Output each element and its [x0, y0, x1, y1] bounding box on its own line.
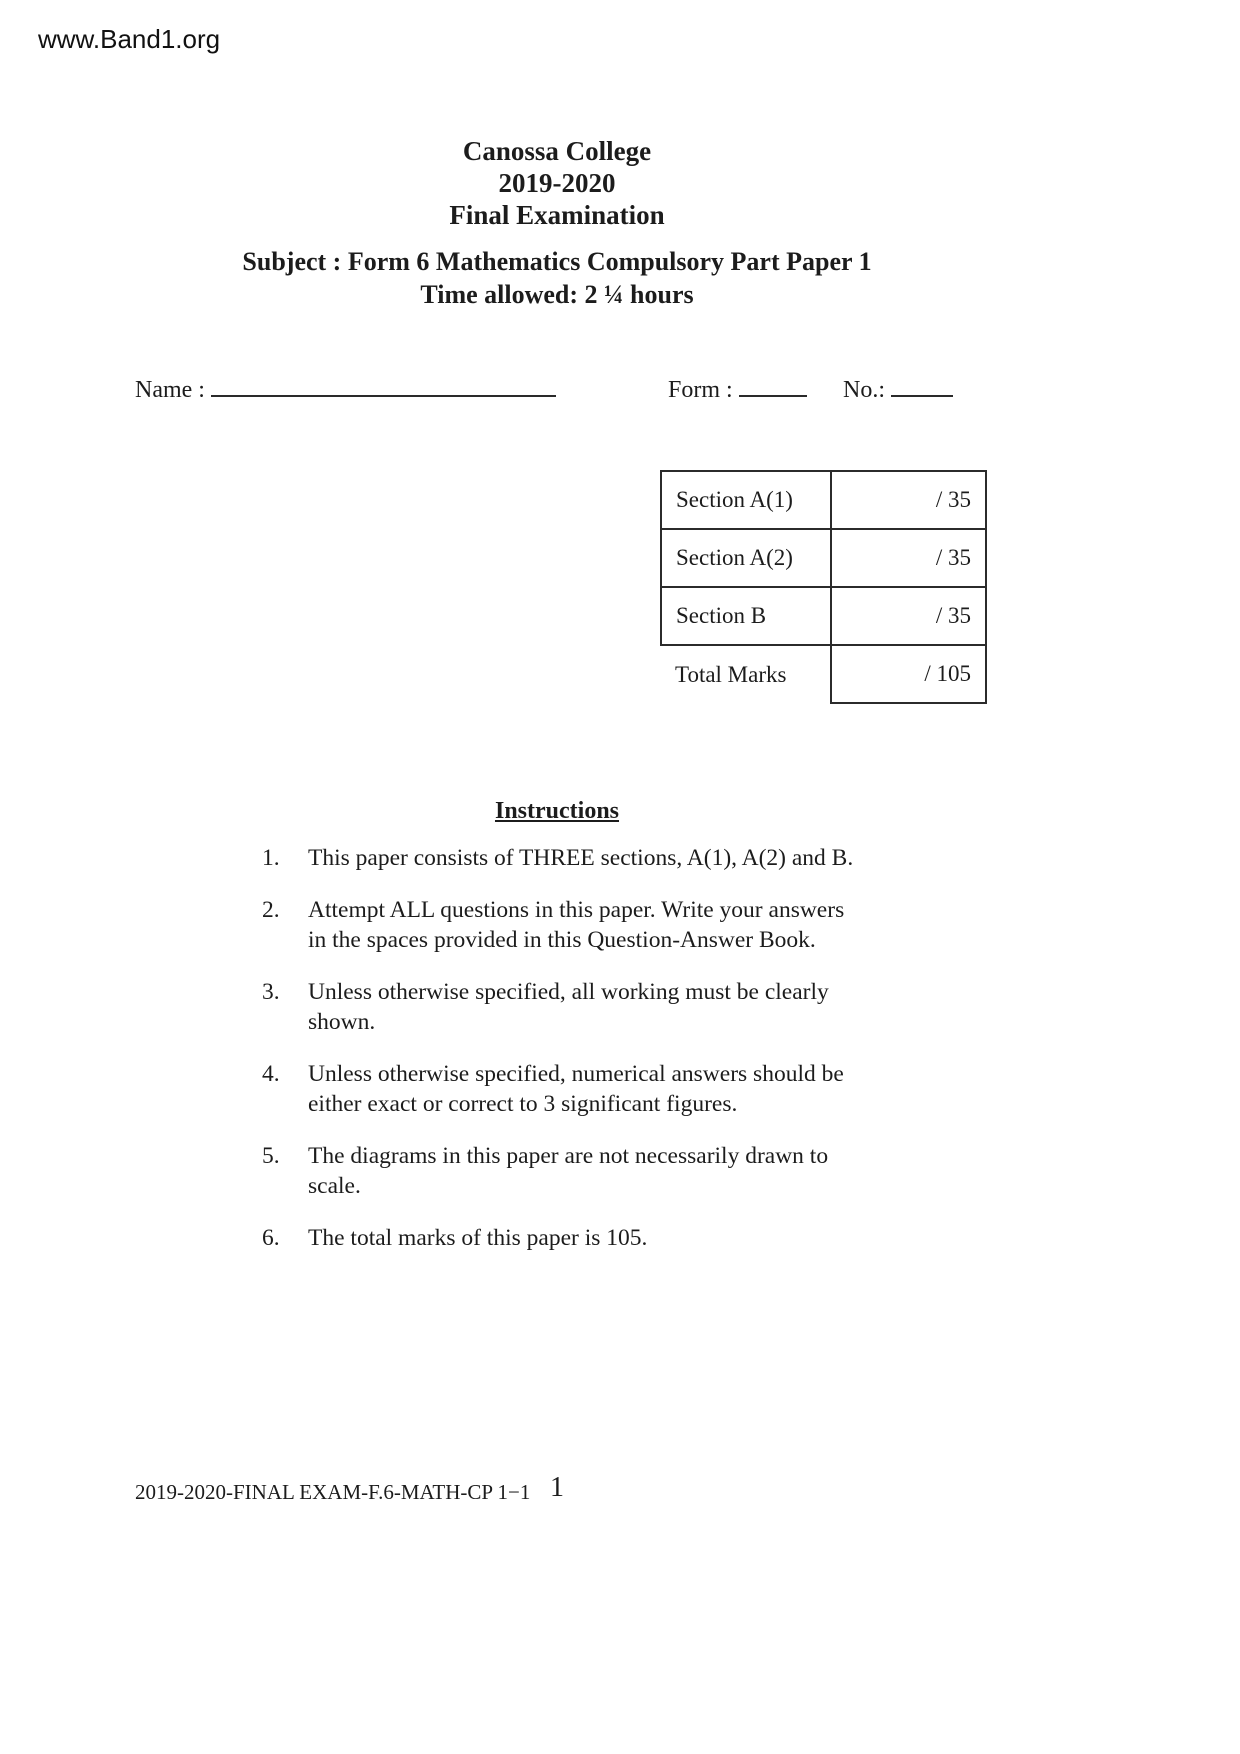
table-row — [661, 529, 986, 587]
item-number: 6. — [262, 1224, 280, 1251]
school-name: Canossa College — [462, 136, 652, 166]
time-allowed-line: Time allowed: 2 ¼ hours — [420, 279, 694, 309]
form-field — [668, 375, 807, 404]
item-text: This paper consists of THREE sections, A(1), A(2) and B. — [308, 845, 854, 871]
subject-block — [0, 246, 1114, 311]
marks-table — [660, 470, 987, 704]
list-item — [262, 1141, 862, 1202]
list-item — [262, 977, 862, 1038]
no-blank-line — [891, 375, 953, 397]
item-number: 5. — [262, 1142, 280, 1169]
list-item — [262, 843, 862, 874]
instructions-title: Instructions — [494, 798, 620, 824]
item-text: Unless otherwise specified, numerical answers should be either exact or correct to 3 significant figures. — [308, 1060, 844, 1118]
table-row — [661, 645, 986, 703]
item-number: 3. — [262, 978, 280, 1005]
no-field — [843, 375, 953, 404]
marks-row-value: / 35 — [831, 587, 986, 645]
item-text: The total marks of this paper is 105. — [308, 1224, 648, 1251]
instructions-list — [262, 843, 862, 1274]
name-label: Name : — [135, 377, 205, 403]
item-number: 1. — [262, 845, 280, 871]
table-row — [661, 587, 986, 645]
name-field — [135, 377, 556, 403]
subject-line: Subject : Form 6 Mathematics Compulsory Part Paper 1 — [242, 247, 872, 276]
form-blank-line — [739, 375, 807, 397]
exam-name: Final Examination — [449, 199, 665, 230]
item-number: 4. — [262, 1060, 280, 1087]
item-text: The diagrams in this paper are not necessarily drawn to scale. — [308, 1142, 829, 1200]
title-block — [0, 136, 1114, 232]
item-text: Unless otherwise specified, all working must be clearly shown. — [308, 978, 829, 1036]
watermark-url: www.Band1.org — [38, 24, 221, 54]
list-item — [262, 895, 862, 956]
marks-row-label: Section A(1) — [661, 471, 831, 529]
list-item — [262, 1223, 862, 1254]
school-year: 2019-2020 — [498, 167, 616, 198]
item-number: 2. — [262, 896, 280, 923]
name-blank-line — [211, 375, 556, 397]
marks-row-label: Section B — [661, 587, 831, 645]
list-item — [262, 1059, 862, 1120]
no-label: No.: — [843, 377, 885, 403]
marks-row-value: / 35 — [831, 471, 986, 529]
marks-row-value: / 35 — [831, 529, 986, 587]
student-fields-row — [135, 375, 995, 415]
marks-row-label: Total Marks — [661, 645, 831, 703]
marks-row-label: Section A(2) — [661, 529, 831, 587]
table-row — [661, 471, 986, 529]
page-number: 1 — [550, 1472, 564, 1503]
footer-exam-code: 2019-2020-FINAL EXAM-F.6-MATH-CP 1−1 — [135, 1480, 531, 1504]
marks-row-value: / 105 — [831, 645, 986, 703]
item-text: Attempt ALL questions in this paper. Write your answers in the spaces provided in this Question-Answer Book. — [308, 896, 845, 954]
form-label: Form : — [668, 377, 733, 403]
